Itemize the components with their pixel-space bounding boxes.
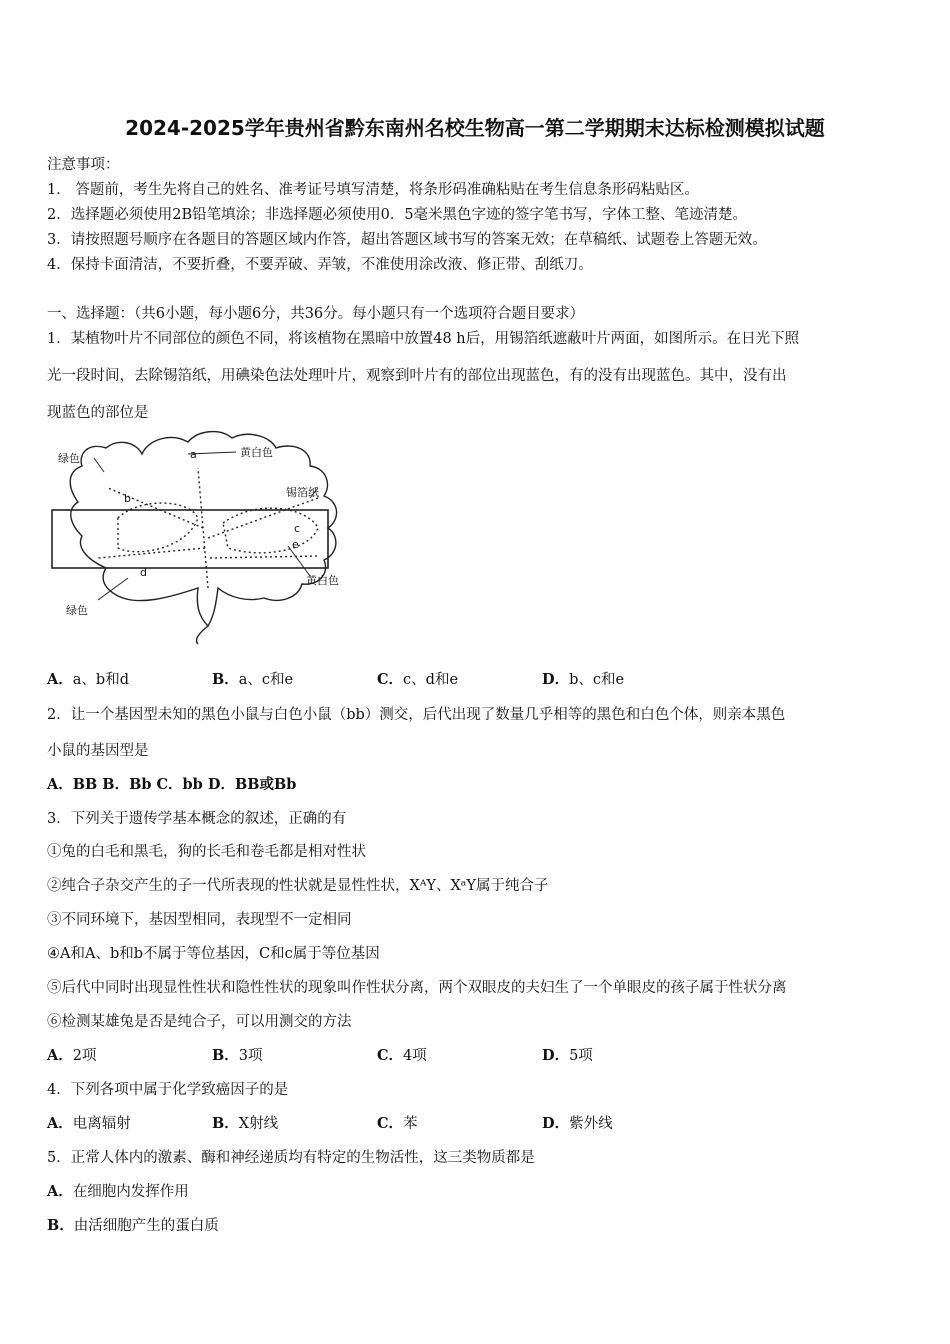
label-yellow-white-bottom: 黄白色 [306, 574, 339, 587]
q2-options[interactable]: A．BB B．Bb C．bb D．BB或Bb [47, 776, 297, 793]
q1-option-b[interactable]: B．a、c和e [212, 671, 294, 688]
q1-option-d[interactable]: D．b、c和e [542, 671, 625, 688]
q3-option-b[interactable]: B．3项 [212, 1047, 263, 1064]
notice-item: 1． 答题前，考生先将自己的姓名、准考证号填写清楚，将条形码准确粘贴在考生信息条形码粘贴区。 [47, 182, 699, 198]
question-1-stem: 1．某植物叶片不同部位的颜色不同，将该植物在黑暗中放置48 h后，用锡箔纸遮蔽叶片两面，如图所示。在日光下照 [47, 331, 800, 347]
q3-statement: ③不同环境下，基因型相同，表现型不一定相同 [47, 912, 352, 928]
page-title: 2024-2025学年贵州省黔东南州名校生物高一第二学期期末达标检测模拟试题 [125, 116, 825, 140]
q1-option-a[interactable]: A．a、b和d [47, 671, 129, 688]
q5-option-a[interactable]: A．在细胞内发挥作用 [47, 1183, 189, 1200]
question-1-stem: 光一段时间，去除锡箔纸，用碘染色法处理叶片，观察到叶片有的部位出现蓝色，有的没有出现蓝色。其中，没有出 [47, 368, 787, 384]
q4-option-c[interactable]: C．苯 [377, 1115, 418, 1132]
q5-option-b[interactable]: B．由活细胞产生的蛋白质 [47, 1217, 219, 1234]
foil-strip [52, 510, 328, 568]
q4-option-b[interactable]: B．X射线 [212, 1115, 279, 1132]
q3-statement: ⑥检测某雄兔是否是纯合子，可以用测交的方法 [47, 1014, 352, 1030]
q3-option-c[interactable]: C．4项 [377, 1047, 427, 1064]
question-2-stem: 2．让一个基因型未知的黑色小鼠与白色小鼠（bb）测交，后代出现了数量几乎相等的黑色和白色个体，则亲本黑色 [47, 707, 786, 723]
question-3-stem: 3．下列关于遗传学基本概念的叙述，正确的有 [47, 811, 347, 827]
notice-item: 4．保持卡面清洁，不要折叠，不要弄破、弄皱，不准使用涂改液、修正带、刮纸刀。 [47, 257, 593, 273]
leaf-foil-diagram [48, 428, 368, 646]
q3-statement: ①兔的白毛和黑毛，狗的长毛和卷毛都是相对性状 [47, 844, 366, 860]
question-5-stem: 5．正常人体内的激素、酶和神经递质均有特定的生物活性，这三类物质都是 [47, 1150, 535, 1166]
q3-statement: ⑤后代中同时出现显性性状和隐性性状的现象叫作性状分离，两个双眼皮的夫妇生了一个单眼皮的孩子属于性状分离 [47, 980, 787, 996]
label-green-top: 绿色 [58, 452, 80, 465]
label-yellow-white-top: 黄白色 [240, 446, 273, 459]
q4-option-a[interactable]: A．电离辐射 [47, 1115, 131, 1132]
notice-item: 2．选择题必须使用2B铅笔填涂；非选择题必须使用0．5毫米黑色字迹的签字笔书写，字体工整、笔迹清楚。 [47, 207, 748, 223]
q4-option-d[interactable]: D．紫外线 [542, 1115, 613, 1132]
label-c: c [294, 522, 301, 535]
label-e: e [292, 538, 299, 551]
label-green-bottom: 绿色 [66, 604, 88, 617]
q1-option-c[interactable]: C．c、d和e [377, 671, 459, 688]
notice-item: 3．请按照题号顺序在各题目的答题区域内作答，超出答题区域书写的答案无效；在草稿纸、试题卷上答题无效。 [47, 232, 767, 248]
q3-option-a[interactable]: A．2项 [47, 1047, 97, 1064]
q3-statement: ④A和A、b和b不属于等位基因，C和c属于等位基因 [47, 946, 380, 962]
notice-heading: 注意事项： [47, 157, 120, 173]
question-1-stem: 现蓝色的部位是 [47, 405, 149, 421]
q3-option-d[interactable]: D．5项 [542, 1047, 593, 1064]
question-4-stem: 4．下列各项中属于化学致癌因子的是 [47, 1082, 289, 1098]
label-a: a [190, 448, 197, 461]
q3-statement: ②纯合子杂交产生的子一代所表现的性状就是显性性状，XᴬY、XᵃY属于纯合子 [47, 878, 549, 894]
label-d: d [140, 566, 147, 579]
leaf-petiole [196, 626, 208, 644]
label-foil: 锡箔纸 [286, 486, 319, 499]
section-heading: 一、选择题：（共6小题，每小题6分，共36分。每小题只有一个选项符合题目要求） [47, 306, 585, 322]
question-2-stem: 小鼠的基因型是 [47, 743, 149, 759]
label-b: b [124, 492, 131, 505]
